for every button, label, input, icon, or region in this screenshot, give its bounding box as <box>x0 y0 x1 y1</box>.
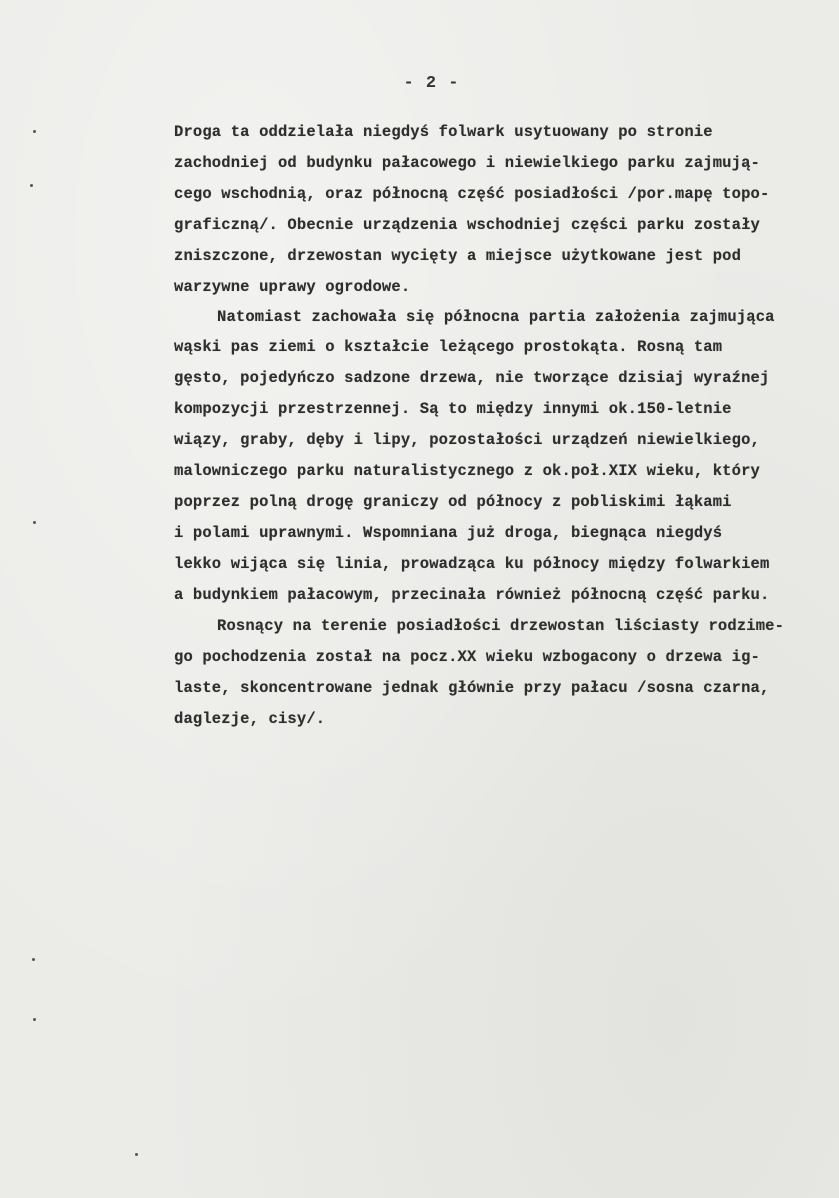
margin-speck <box>33 1018 36 1021</box>
text-line: wąski pas ziemi o kształcie leżącego prostokąta. Rosną tam <box>174 338 723 356</box>
text-line: warzywne uprawy ogrodowe. <box>174 278 411 296</box>
margin-speck <box>30 184 33 187</box>
text-line: gęsto, pojedyńczo sadzone drzewa, nie tworzące dzisiaj wyraźnej <box>174 369 770 387</box>
text-line: wiązy, graby, dęby i lipy, pozostałości urządzeń niewielkiego, <box>174 431 760 449</box>
text-line: go pochodzenia został na pocz.XX wieku wzbogacony o drzewa ig- <box>174 648 760 666</box>
margin-speck <box>33 130 36 133</box>
text-line: a budynkiem pałacowym, przecinała również północną część parku. <box>174 586 770 604</box>
text-line: lekko wijąca się linia, prowadząca ku północy między folwarkiem <box>174 555 770 573</box>
text-line: poprzez polną drogę graniczy od północy z pobliskimi łąkami <box>174 493 732 511</box>
margin-speck <box>32 958 35 961</box>
text-line: Natomiast zachowała się północna partia założenia zajmująca <box>217 308 775 326</box>
text-line: zachodniej od budynku pałacowego i niewielkiego parku zajmują- <box>174 154 760 172</box>
text-line: Rosnący na terenie posiadłości drzewostan liściasty rodzime- <box>217 617 785 635</box>
text-line: zniszczone, drzewostan wycięty a miejsce użytkowane jest pod <box>174 247 742 265</box>
text-line: kompozycji przestrzennej. Są to między innymi ok.150-letnie <box>174 400 732 418</box>
text-line: cego wschodnią, oraz północną część posiadłości /por.mapę topo- <box>174 185 770 203</box>
text-line: daglezje, cisy/. <box>174 710 326 728</box>
text-line: i polami uprawnymi. Wspomniana już droga, biegnąca niegdyś <box>174 524 723 542</box>
text-line: Droga ta oddzielała niegdyś folwark usytuowany po stronie <box>174 123 713 141</box>
margin-speck <box>33 521 36 524</box>
margin-speck <box>135 1153 138 1156</box>
text-line: graficzną/. Obecnie urządzenia wschodniej części parku zostały <box>174 216 760 234</box>
text-line: malowniczego parku naturalistycznego z ok.poł.XIX wieku, który <box>174 462 760 480</box>
text-line: laste, skoncentrowane jednak głównie przy pałacu /sosna czarna, <box>174 679 770 697</box>
page-number: - 2 - <box>403 74 460 93</box>
